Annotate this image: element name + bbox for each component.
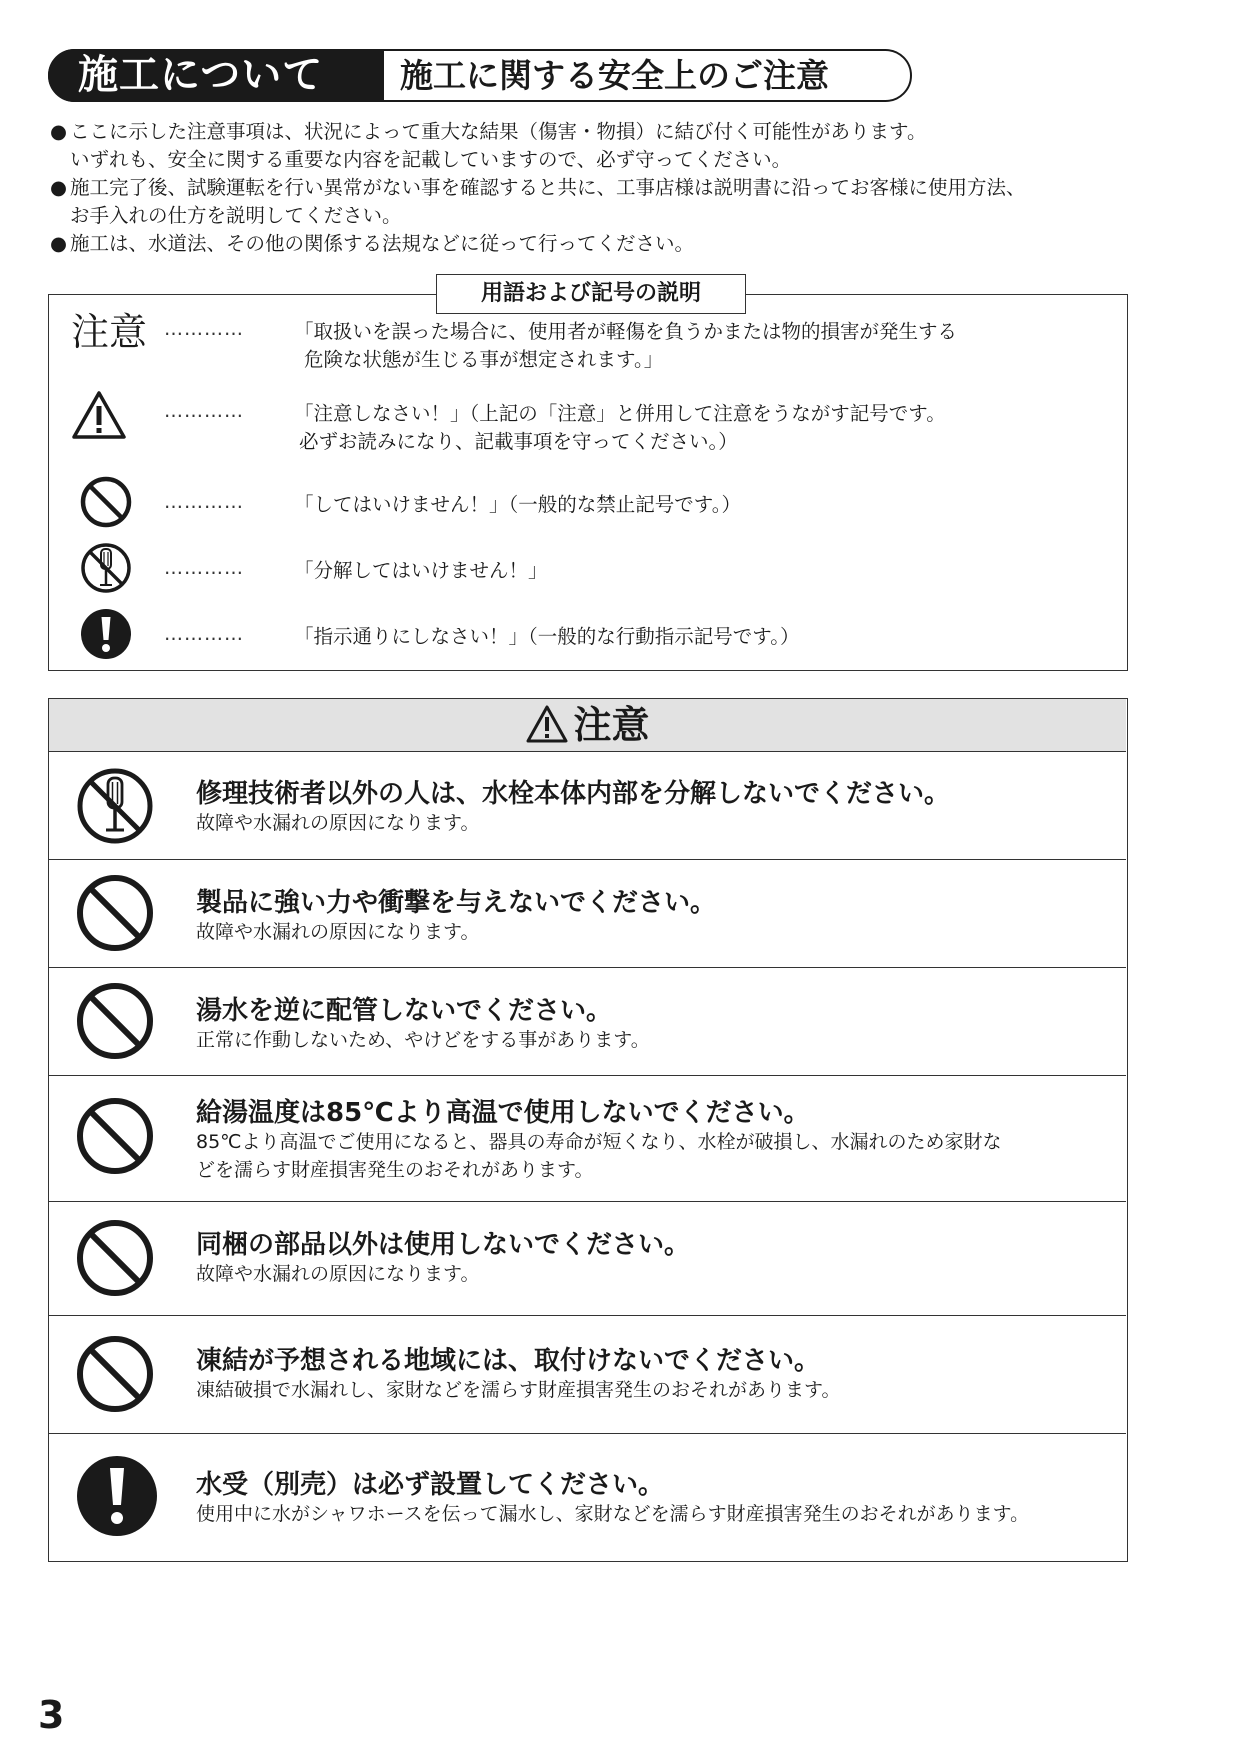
legend-line: 「指示通りにしなさい！」（一般的な行動指示記号です。） (294, 625, 800, 648)
leader-dots: ………… (164, 623, 244, 645)
legend-line: 「してはいけません！」（一般的な禁止記号です。） (294, 493, 741, 516)
desc-line: 故障や水漏れの原因になります。 (196, 1263, 480, 1285)
caution-item-title: 凍結が予想される地域には、取付けないでください。 (196, 1346, 821, 1376)
prohibition-icon (75, 1334, 155, 1414)
prohibition-icon (79, 475, 133, 529)
note-line: ここに示した注意事項は、状況によって重大な結果（傷害・物損）に結び付く可能性があります。 (70, 120, 927, 143)
caution-item-title: 修理技術者以外の人は、水栓本体内部を分解しないでください。 (196, 779, 951, 809)
symbol-legend-box (48, 281, 1128, 671)
legend-line: 「注意しなさい！」（上記の「注意」と併用して注意をうながす記号です。 (294, 402, 946, 425)
caution-item (49, 1433, 1126, 1561)
desc-line: 凍結破損で水漏れし、家財などを濡らす財産損害発生のおそれがあります。 (196, 1379, 841, 1401)
prohibition-icon (75, 1096, 155, 1176)
note-item (50, 118, 1200, 174)
legend-line: 危険な状態が生じる事が想定されます。」 (304, 348, 664, 371)
mandatory-action-icon (79, 607, 133, 661)
caution-item-desc (196, 809, 1116, 837)
caution-item-title: 同梱の部品以外は使用しないでください。 (196, 1230, 691, 1260)
legend-description (294, 557, 1114, 585)
note-line: お手入れの仕方を説明してください。 (70, 204, 402, 227)
note-line: 施工は、水道法、その他の関係する法規などに従って行ってください。 (70, 232, 695, 255)
leader-dots: ………… (164, 491, 244, 513)
caution-item-desc (196, 1260, 1116, 1288)
desc-line: 85℃より高温でご使用になると、器具の寿命が短くなり、水栓が破損し、水漏れのため家財な (196, 1131, 1002, 1153)
caution-item (49, 751, 1126, 859)
desc-line: 使用中に水がシャワホースを伝って漏水し、家財などを濡らす財産損害発生のおそれがあります。 (196, 1503, 1030, 1525)
warning-triangle-icon (71, 390, 127, 440)
legend-description (294, 318, 1114, 374)
caution-item-desc (196, 918, 1116, 946)
caution-item-desc (196, 1500, 1116, 1528)
intro-notes (50, 118, 1200, 258)
caution-item-title: 製品に強い力や衝撃を与えないでください。 (196, 888, 717, 918)
bullet-icon: ● (50, 120, 68, 143)
bullet-icon: ● (50, 176, 68, 199)
leader-dots: ………… (164, 318, 244, 340)
caution-item-desc (196, 1128, 1116, 1184)
legend-line: 必ずお読みになり、記載事項を守ってください。） (299, 430, 738, 453)
no-disassembly-icon (79, 541, 133, 595)
caution-title: 注意 (573, 703, 650, 747)
legend-description (294, 623, 1114, 651)
header-subtitle: 施工に関する安全上のご注意 (400, 56, 829, 95)
caution-item (49, 1315, 1126, 1434)
caution-item (49, 967, 1126, 1076)
desc-line: 正常に作動しないため、やけどをする事があります。 (196, 1029, 650, 1051)
caution-item-desc (196, 1376, 1116, 1404)
caution-item-title: 水受（別売）は必ず設置してください。 (196, 1470, 665, 1500)
caution-item-desc (196, 1026, 1116, 1054)
leader-dots: ………… (164, 400, 244, 422)
caution-word: 注意 (71, 310, 148, 354)
note-line: 施工完了後、試験運転を行い異常がない事を確認すると共に、工事店様は説明書に沿ってお客様に使用方法、 (70, 176, 1026, 199)
legend-description (294, 400, 1114, 456)
leader-dots: ………… (164, 557, 244, 579)
mandatory-action-icon (75, 1454, 159, 1538)
caution-box (48, 698, 1128, 1562)
legend-line: 「分解してはいけません！」 (294, 559, 548, 582)
legend-description (294, 491, 1114, 519)
header-title: 施工について (78, 52, 324, 98)
prohibition-icon (75, 1218, 155, 1298)
page-number: 3 (38, 1693, 65, 1737)
caution-item-title: 給湯温度は85℃より高温で使用しないでください。 (196, 1098, 810, 1128)
caution-item-title: 湯水を逆に配管しないでください。 (196, 996, 613, 1026)
legend-line: 「取扱いを誤った場合に、使用者が軽傷を負うかまたは物的損害が発生する (294, 320, 958, 343)
note-item (50, 174, 1200, 230)
bullet-icon: ● (50, 232, 68, 255)
desc-line: 故障や水漏れの原因になります。 (196, 812, 480, 834)
caution-item (49, 1201, 1126, 1316)
legend-title: 用語および記号の説明 (436, 274, 746, 314)
desc-line: どを濡らす財産損害発生のおそれがあります。 (196, 1159, 594, 1181)
warning-triangle-icon (525, 704, 569, 744)
prohibition-icon (75, 873, 155, 953)
note-item (50, 230, 1200, 258)
prohibition-icon (75, 981, 155, 1061)
caution-header (49, 699, 1126, 752)
caution-item (49, 859, 1126, 968)
desc-line: 故障や水漏れの原因になります。 (196, 921, 480, 943)
section-header (48, 49, 912, 104)
caution-item (49, 1075, 1126, 1202)
no-disassembly-icon (75, 766, 155, 846)
note-line: いずれも、安全に関する重要な内容を記載していますので、必ず守ってください。 (70, 148, 792, 171)
